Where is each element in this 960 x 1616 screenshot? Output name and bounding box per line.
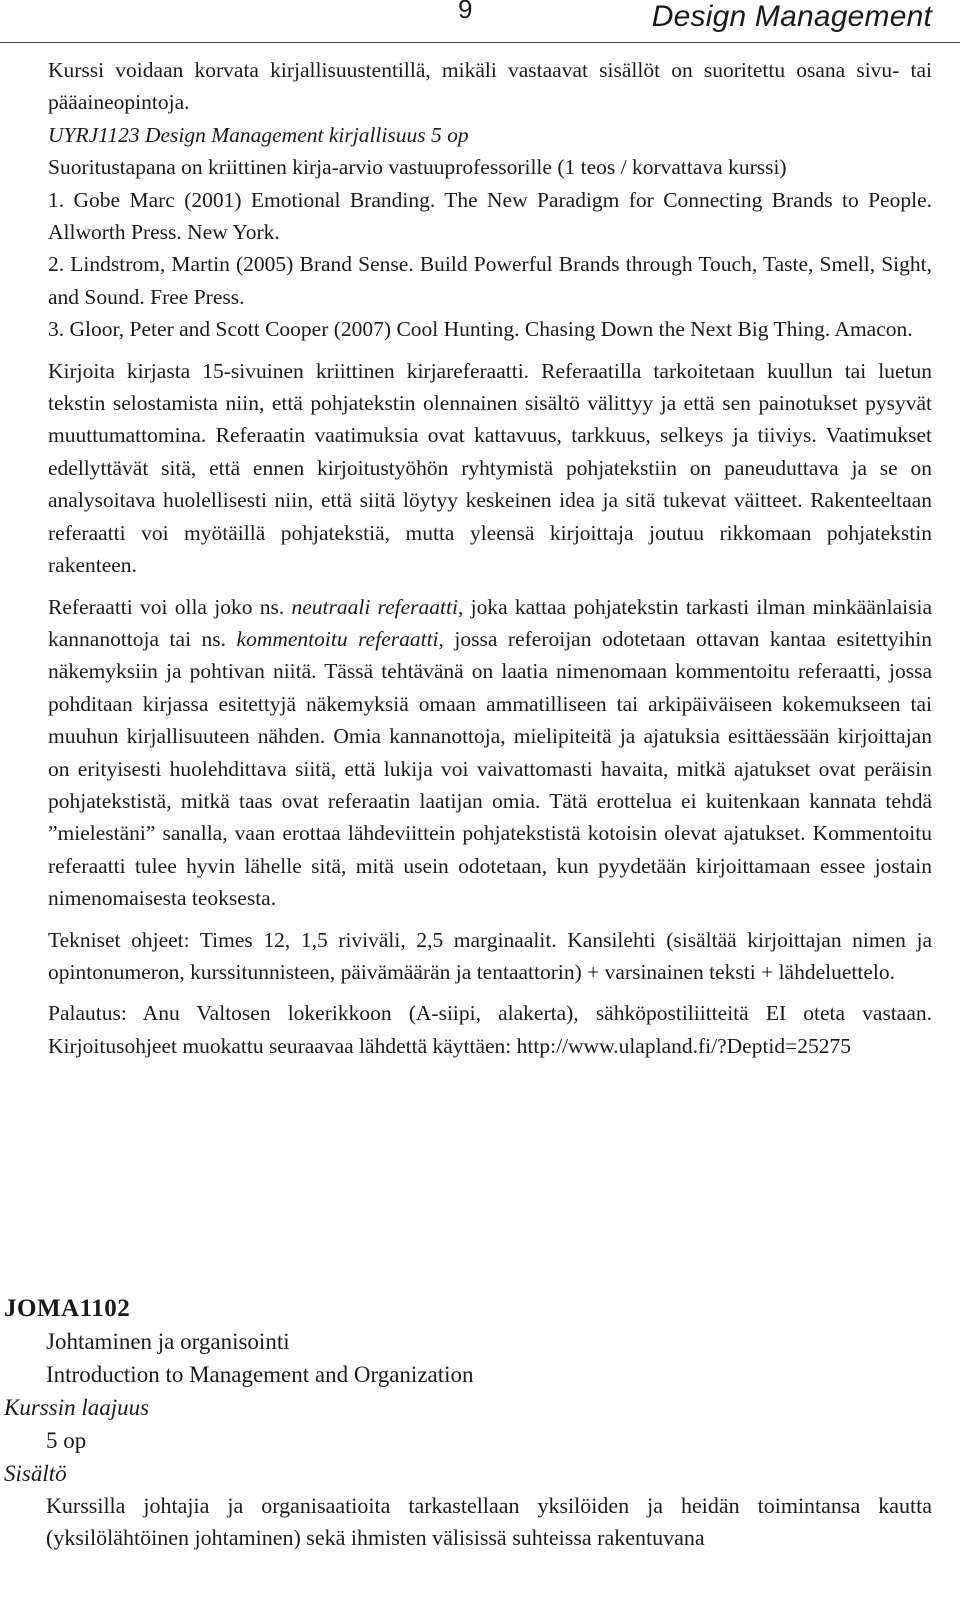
paragraph-referaatti-types	[48, 591, 932, 915]
text-part: , joka kattaa pohjatekstin tarkasti ilman minkäänlaisia kannanottoja tai ns.	[48, 594, 932, 651]
course-code: JOMA1102	[4, 1295, 131, 1322]
book-item-2: 2. Lindstrom, Martin (2005) Brand Sense. Build Powerful Brands through Touch, Taste, Smell, Sight, and Sound. Free Press.	[48, 252, 932, 309]
header-divider	[0, 42, 960, 43]
page-number: 9	[458, 0, 473, 24]
content-label: Sisältö	[4, 1461, 67, 1486]
text-part: , jossa referoijan odotetaan ottavan kantaa esitettyihin näkemyksiin ja pohtivan niitä. Tässä tehtävänä on laatia nimenomaan kommentoitu referaatti, jossa pohditaan kirjassa esitettyjä näkemyksiä omaan ammatilliseen tai arkipäiväiseen kokemukseen tai muuhun kirjallisuuteen nähden. Omia kannanottoja, mielipiteitä ja ajatuksia esittäessään kirjoittajan on erityisesti huolehdittava siitä, että lukija voi vaivattomasti havaita, mitkä ajatukset ovat peräisin pohjatekstistä, mitkä taas ovat referaatin laatijan omia. Tätä erottelua ei kuitenkaan kannata tehdä ”mielestäni” sanalla, vaan erottaa lähdeviittein pohjatekstistä kotoisin olevat ajatukset. Kommentoitu referaatti tulee hyvin lähelle sitä, mitä usein odotetaan, kun pyydetään kirjoittamaan essee jostain nimenomaisesta teoksesta.	[48, 626, 932, 911]
text-part: Referaatti voi olla joko ns.	[48, 594, 292, 619]
scope-label: Kurssin laajuus	[4, 1395, 150, 1420]
term-kommentoitu: kommentoitu referaatti	[236, 626, 439, 651]
term-neutraali: neutraali referaatti	[291, 594, 458, 619]
course-name-en: Introduction to Management and Organization	[46, 1362, 474, 1387]
completion-method: Suoritustapana on kriittinen kirja-arvio vastuuprofessorille (1 teos / korvattava kurssi)	[48, 155, 787, 180]
course-block	[0, 1292, 932, 1555]
scope-value: 5 op	[46, 1428, 87, 1453]
main-content	[48, 54, 932, 1062]
course-name-fi: Johtaminen ja organisointi	[46, 1329, 290, 1354]
section-title: Design Management	[651, 0, 932, 33]
book-item-1: 1. Gobe Marc (2001) Emotional Branding. The New Paradigm for Connecting Brands to People. Allworth Press. New York.	[48, 187, 932, 245]
replacement-note: Kurssi voidaan korvata kirjallisuustentillä, mikäli vastaavat sisällöt on suoritettu osana sivu- tai pääaineopintoja.	[48, 58, 932, 115]
paragraph-submission: Palautus: Anu Valtosen lokerikkoon (A-siipi, alakerta), sähköpostiliitteitä EI oteta vastaan. Kirjoitusohjeet muokattu seuraavaa lähdettä käyttäen: http://www.ulapland.fi/?Deptid=25275	[48, 1001, 932, 1058]
book-item-3: 3. Gloor, Peter and Scott Cooper (2007) Cool Hunting. Chasing Down the Next Big Thing. Amacon.	[48, 317, 913, 342]
literature-title: UYRJ1123 Design Management kirjallisuus 5 op	[48, 122, 469, 147]
paragraph-referaatti: Kirjoita kirjasta 15-sivuinen kriittinen kirjareferaatti. Referaatilla tarkoitetaan kuullun tai luetun tekstin selostamista niin, että pohjatekstin olennainen sisältö välittyy ja että sen painotukset pysyvät muuttumattomina. Referaatin vaatimuksia ovat kattavuus, tarkkuus, selkeys ja tiiviys. Vaatimukset edellyttävät sitä, että ennen kirjoitustyöhön ryhtymistä pohjatekstiin on paneuduttava ja se on analysoitava huolellisesti niin, että siitä löytyy keskeinen idea ja sitä tukevat väitteet. Rakenteeltaan referaatti voi myötäillä pohjatekstiä, mutta yleensä kirjoittaja joutuu rikkomaan pohjatekstin rakenteen.	[48, 358, 932, 578]
paragraph-technical: Tekniset ohjeet: Times 12, 1,5 riviväli, 2,5 marginaalit. Kansilehti (sisältää kirjoittajan nimen ja opintonumeron, kurssitunnisteen, päivämäärän ja tentaattorin) + varsinainen teksti + lähdeluettelo.	[48, 927, 932, 984]
content-text: Kurssilla johtajia ja organisaatioita tarkastellaan yksilöiden ja heidän toimintansa kautta (yksilölähtöinen johtaminen) sekä ihmisten välisissä suhteissa rakentuvana	[46, 1493, 932, 1551]
